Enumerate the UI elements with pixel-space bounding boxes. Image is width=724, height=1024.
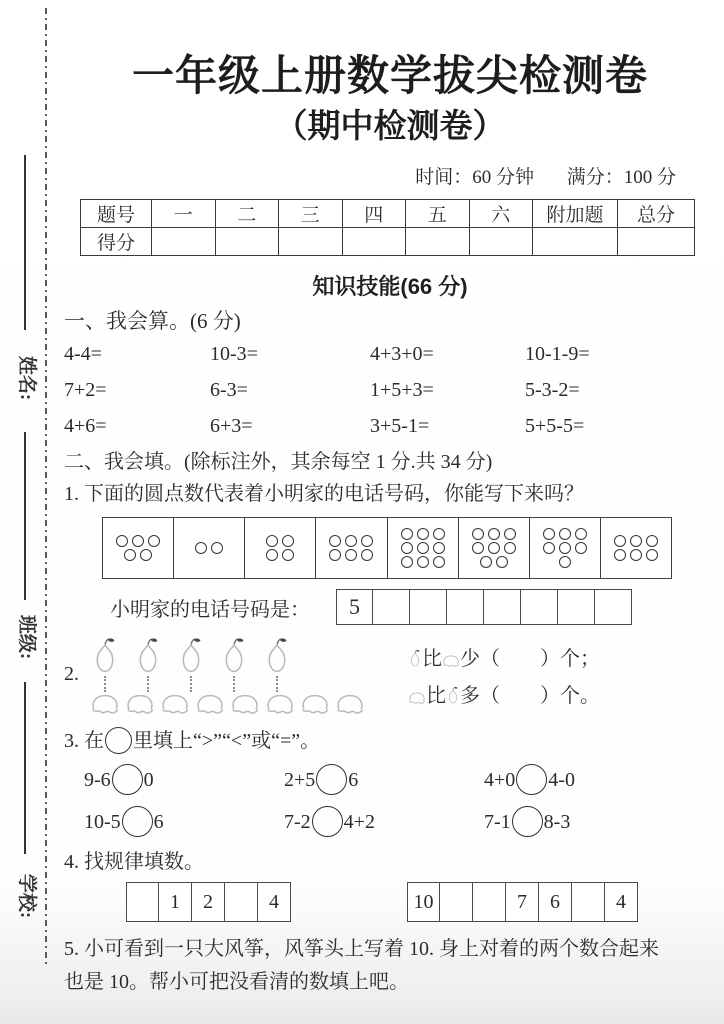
answer-circle — [516, 764, 547, 795]
calc-problems-grid — [64, 341, 718, 440]
pattern-cell: 6 — [539, 882, 572, 922]
dot — [614, 535, 626, 547]
circle-icon — [105, 727, 132, 754]
bun-icon — [442, 654, 460, 668]
dot — [148, 535, 160, 547]
calc-problem: 6-3= — [210, 379, 248, 401]
dot — [401, 542, 413, 554]
score-table-header-row — [81, 200, 695, 228]
page-subtitle: （期中检测卷） — [274, 109, 506, 145]
q5-line-1: 5. 小可看到一只大风筝，风筝头上写着 10. 身上对着的两个数合起来 — [64, 938, 659, 960]
dot — [630, 549, 642, 561]
dot-row — [543, 542, 587, 554]
school-blank-line — [24, 682, 26, 854]
comparison-left: 7-1 — [484, 811, 511, 833]
dot — [282, 535, 294, 547]
calc-problem: 7+2= — [64, 379, 107, 401]
comparison-item — [284, 803, 484, 841]
dot — [496, 556, 508, 568]
class-label: 班级: — [16, 614, 37, 660]
dot-row — [124, 549, 152, 561]
comparison-right: 4+2 — [343, 811, 375, 833]
phone-answer-label: 小明家的电话号码是： — [110, 598, 310, 621]
dot — [559, 528, 571, 540]
dot-row — [116, 535, 160, 547]
score-row-label: 得分 — [81, 228, 152, 256]
dot — [433, 556, 445, 568]
dot-row — [543, 528, 587, 540]
dot — [488, 542, 500, 554]
dot — [329, 535, 341, 547]
q4-heading: 4. 找规律填数。 — [64, 851, 204, 873]
dot-cell — [244, 518, 315, 578]
phone-digit-box — [521, 589, 558, 625]
score-cell-empty — [469, 228, 533, 256]
dot — [646, 535, 658, 547]
dot — [401, 528, 413, 540]
dot — [345, 549, 357, 561]
dot — [140, 549, 152, 561]
dot — [543, 528, 555, 540]
pear-row — [90, 637, 400, 677]
pear-icon — [176, 637, 206, 677]
calc-problem: 4+6= — [64, 415, 107, 437]
match-dotted-line — [104, 676, 106, 692]
dot-cell — [529, 518, 600, 578]
section-title: 知识技能(66 分) — [312, 274, 468, 299]
bun-icon — [335, 692, 365, 717]
dot-row — [329, 535, 373, 547]
score-table-header-cell: 三 — [279, 200, 343, 228]
dot-cell — [387, 518, 458, 578]
dot-row — [614, 535, 658, 547]
phone-digit-box — [373, 589, 410, 625]
score-table-header-cell: 四 — [342, 200, 406, 228]
dot-row — [401, 528, 445, 540]
q3-heading-post: 里填上“>”“<”或“=”。 — [133, 730, 321, 752]
bun-icon — [230, 692, 260, 717]
phone-digit-box — [447, 589, 484, 625]
class-blank-line — [24, 432, 26, 600]
comparison-left: 4+0 — [484, 769, 516, 791]
calc-problem: 5+5-5= — [525, 415, 585, 437]
comparison-item — [84, 761, 284, 799]
phone-digit-boxes — [336, 589, 632, 625]
dot — [630, 535, 642, 547]
calc-problem: 4-4= — [64, 343, 102, 365]
pattern-cell: 7 — [506, 882, 539, 922]
comparison-right: 6 — [348, 769, 359, 791]
score-cell-empty — [152, 228, 216, 256]
dot — [614, 549, 626, 561]
name-blank-line — [24, 155, 26, 330]
comparison-right: 0 — [143, 769, 154, 791]
dot — [266, 549, 278, 561]
score-table-score-row — [81, 228, 695, 256]
pattern-cell — [225, 882, 258, 922]
bun-row — [90, 692, 400, 717]
phone-digit-box — [595, 589, 632, 625]
q2-item2-number: 2. — [64, 663, 79, 685]
phone-answer-row — [110, 589, 718, 625]
dot — [329, 549, 341, 561]
dot — [195, 542, 207, 554]
q2-item1-text: 1. 下面的圆点数代表着小明家的电话号码，你能写下来吗？ — [64, 483, 584, 505]
comparison-right: 6 — [153, 811, 164, 833]
comparison-left: 2+5 — [284, 769, 316, 791]
pear-icon — [408, 649, 422, 668]
pattern-cell — [440, 882, 473, 922]
score-table-header-cell: 总分 — [618, 200, 695, 228]
comparison-left: 7-2 — [284, 811, 311, 833]
fruit-comparison-figure — [90, 637, 400, 717]
dot-row — [614, 549, 658, 561]
match-dotted-line — [276, 676, 278, 692]
score-cell-empty — [279, 228, 343, 256]
answer-circle — [312, 806, 343, 837]
answer-circle — [122, 806, 153, 837]
phone-digit-box — [558, 589, 595, 625]
pattern-cell: 4 — [605, 882, 638, 922]
question2-heading: 二、我会填。(除标注外，其余每空 1 分.共 34 分) — [64, 451, 493, 473]
comparison-row — [84, 761, 718, 799]
dot — [472, 542, 484, 554]
match-dotted-line — [190, 676, 192, 692]
pattern-cell: 2 — [192, 882, 225, 922]
dot-row — [559, 556, 571, 568]
dot — [559, 556, 571, 568]
dot — [575, 542, 587, 554]
pear-icon — [219, 637, 249, 677]
dot-row — [266, 535, 294, 547]
compare-tail: 少（ ）个； — [460, 648, 600, 670]
dot — [480, 556, 492, 568]
bun-icon — [300, 692, 330, 717]
dot — [559, 542, 571, 554]
phone-digit-box: 5 — [336, 589, 373, 625]
dot — [575, 528, 587, 540]
answer-circle — [316, 764, 347, 795]
q3-heading-pre: 3. 在 — [64, 730, 104, 752]
page-title: 一年级上册数学拔尖检测卷 — [131, 54, 648, 100]
comparison-right: 8-3 — [543, 811, 571, 833]
comparison-item — [284, 761, 484, 799]
dot — [417, 542, 429, 554]
comparison-row — [84, 803, 718, 841]
score-cell-empty — [215, 228, 279, 256]
calc-problem: 10-3= — [210, 343, 258, 365]
name-label: 姓名: — [16, 355, 37, 401]
dot — [345, 535, 357, 547]
score-cell-empty — [533, 228, 618, 256]
bun-icon — [90, 692, 120, 717]
comparison-item — [484, 803, 718, 841]
pattern-table-left — [126, 882, 291, 922]
pear-icon — [90, 637, 120, 677]
school-label: 学校: — [16, 873, 37, 919]
dot — [543, 542, 555, 554]
pattern-cell: 10 — [407, 882, 440, 922]
match-dotted-line — [147, 676, 149, 692]
comparison-item — [484, 761, 718, 799]
comparison-right: 4-0 — [548, 769, 575, 791]
pattern-table-right — [407, 882, 638, 922]
dot — [116, 535, 128, 547]
dot — [488, 528, 500, 540]
bun-icon — [160, 692, 190, 717]
bun-icon — [265, 692, 295, 717]
q5-text — [64, 933, 718, 999]
pattern-cell — [572, 882, 605, 922]
dot-cell — [600, 518, 671, 578]
full-score: 满分：100 分 — [566, 167, 676, 188]
question1-heading: 一、我会算。(6 分) — [64, 309, 241, 333]
time-limit: 时间：60 分钟 — [415, 167, 534, 188]
pattern-cell: 1 — [159, 882, 192, 922]
margin-fold-line — [45, 8, 47, 964]
phone-digit-box — [484, 589, 521, 625]
calc-problem: 10-1-9= — [525, 343, 590, 365]
score-table-header-cell: 五 — [406, 200, 470, 228]
paper-content — [62, 0, 718, 999]
score-cell-empty — [618, 228, 695, 256]
compare-word: 比 — [422, 648, 442, 670]
pattern-cell — [473, 882, 506, 922]
score-cell-empty — [342, 228, 406, 256]
bun-icon — [195, 692, 225, 717]
score-table-header-cell: 题号 — [81, 200, 152, 228]
dot — [472, 528, 484, 540]
compare-tail: 多（ ）个。 — [460, 685, 600, 707]
comparison-rows — [62, 761, 718, 841]
dot-cell — [315, 518, 386, 578]
dot — [124, 549, 136, 561]
dot-cell — [458, 518, 529, 578]
score-cell-empty — [406, 228, 470, 256]
dot-row — [401, 542, 445, 554]
dot-row — [329, 549, 373, 561]
comparison-statements — [408, 641, 600, 717]
comparison-left: 10-5 — [84, 811, 121, 833]
phone-digit-box — [410, 589, 447, 625]
dot — [433, 528, 445, 540]
pattern-cell — [126, 882, 159, 922]
calc-problem: 5-3-2= — [525, 379, 580, 401]
match-dotted-line — [233, 676, 235, 692]
pattern-tables — [62, 882, 718, 922]
pattern-cell: 4 — [258, 882, 291, 922]
dot-row — [480, 556, 508, 568]
score-table-header-cell: 二 — [215, 200, 279, 228]
dot — [646, 549, 658, 561]
score-table-header-cell: 一 — [152, 200, 216, 228]
calc-problem: 3+5-1= — [370, 415, 430, 437]
dot-row — [472, 528, 516, 540]
dot — [211, 542, 223, 554]
dot — [504, 542, 516, 554]
pear-icon — [446, 686, 460, 705]
dot — [282, 549, 294, 561]
dot — [361, 535, 373, 547]
exam-meta — [62, 162, 718, 189]
q3-heading — [64, 725, 718, 757]
compare-line-2 — [408, 678, 600, 715]
dot — [417, 556, 429, 568]
pear-icon — [262, 637, 292, 677]
calc-problem: 4+3+0= — [370, 343, 434, 365]
dot — [361, 549, 373, 561]
score-table-header-cell: 六 — [469, 200, 533, 228]
q2-item2 — [64, 637, 718, 717]
dot — [266, 535, 278, 547]
answer-circle — [512, 806, 543, 837]
dot-cell — [173, 518, 244, 578]
comparison-left: 9-6 — [84, 769, 111, 791]
score-table — [80, 199, 695, 256]
dot — [132, 535, 144, 547]
phone-dots-table — [102, 517, 672, 579]
compare-word: 比 — [426, 685, 446, 707]
dot-row — [401, 556, 445, 568]
calc-problem: 1+5+3= — [370, 379, 434, 401]
comparison-item — [84, 803, 284, 841]
pear-icon — [133, 637, 163, 677]
dot — [433, 542, 445, 554]
calc-problem: 6+3= — [210, 415, 253, 437]
dot-row — [472, 542, 516, 554]
dot-cell — [103, 518, 173, 578]
bun-icon — [125, 692, 155, 717]
dot-row — [195, 542, 223, 554]
score-table-header-cell: 附加题 — [533, 200, 618, 228]
dot-row — [266, 549, 294, 561]
q5-line-2: 也是 10。帮小可把没看清的数填上吧。 — [64, 971, 409, 993]
dot — [504, 528, 516, 540]
dot — [401, 556, 413, 568]
dot — [417, 528, 429, 540]
bun-icon — [408, 691, 426, 705]
compare-line-1 — [408, 641, 600, 678]
answer-circle — [112, 764, 143, 795]
